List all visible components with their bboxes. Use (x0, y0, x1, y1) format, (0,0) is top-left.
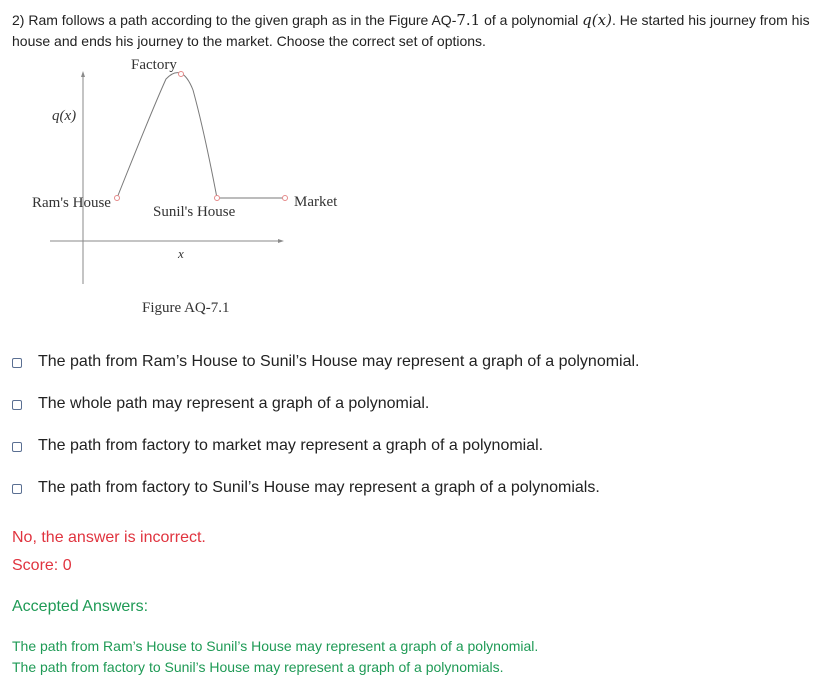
question-text (12, 10, 812, 52)
accepted-answer: The path from factory to Sunil’s House may represent a graph of a polynomials. (12, 659, 504, 675)
option-3-text: The path from factory to market may represent a graph of a polynomial. (38, 437, 544, 454)
label-sunil-house: Sunil's House (153, 204, 236, 220)
factory-point (179, 72, 184, 77)
option-1-checkbox[interactable] (12, 358, 22, 368)
feedback-result: No, the answer is incorrect. (12, 529, 206, 546)
question-prefix: 2) Ram follows a path according to the given graph as in the Figure AQ- (12, 12, 457, 28)
market-point (283, 196, 288, 201)
option-3-checkbox[interactable] (12, 442, 22, 452)
question-mid: of a polynomial (480, 12, 583, 28)
option-2[interactable] (12, 394, 640, 436)
accepted-answer: The path from Ram’s House to Sunil’s House may represent a graph of a polynomial. (12, 638, 539, 654)
option-2-text: The whole path may represent a graph of a polynomial. (38, 395, 430, 412)
option-4-text: The path from factory to Sunil’s House may represent a graph of a polynomials. (38, 479, 600, 496)
figure-caption: Figure AQ-7.1 (142, 300, 230, 316)
question-math: q(x) (582, 11, 612, 29)
path-curve (117, 73, 217, 198)
y-axis-arrow (81, 71, 85, 77)
feedback (12, 524, 206, 580)
options-list (12, 352, 640, 520)
ram-house-point (115, 196, 120, 201)
x-axis-arrow (278, 239, 284, 243)
label-ram-house: Ram's House (32, 195, 111, 211)
question-suffix: . He started his journey from his house and ends his journey to the market. Choose the correct set of options. (12, 12, 810, 49)
option-2-checkbox[interactable] (12, 400, 22, 410)
label-factory: Factory (131, 57, 177, 73)
option-1-text: The path from Ram’s House to Sunil’s House may represent a graph of a polynomial. (38, 353, 640, 370)
option-1[interactable] (12, 352, 640, 394)
figure-number: 7.1 (456, 11, 481, 29)
option-3[interactable] (12, 436, 640, 478)
feedback-score: Score: 0 (12, 557, 72, 574)
label-market: Market (294, 194, 338, 210)
accepted-answers-list (12, 636, 538, 678)
label-qx: q(x) (52, 108, 77, 124)
option-4-checkbox[interactable] (12, 484, 22, 494)
sunil-house-point (215, 196, 220, 201)
option-4[interactable] (12, 478, 640, 520)
figure-aq-7-1 (0, 50, 420, 340)
accepted-answers-title: Accepted Answers: (12, 598, 149, 615)
label-x: x (178, 246, 184, 261)
